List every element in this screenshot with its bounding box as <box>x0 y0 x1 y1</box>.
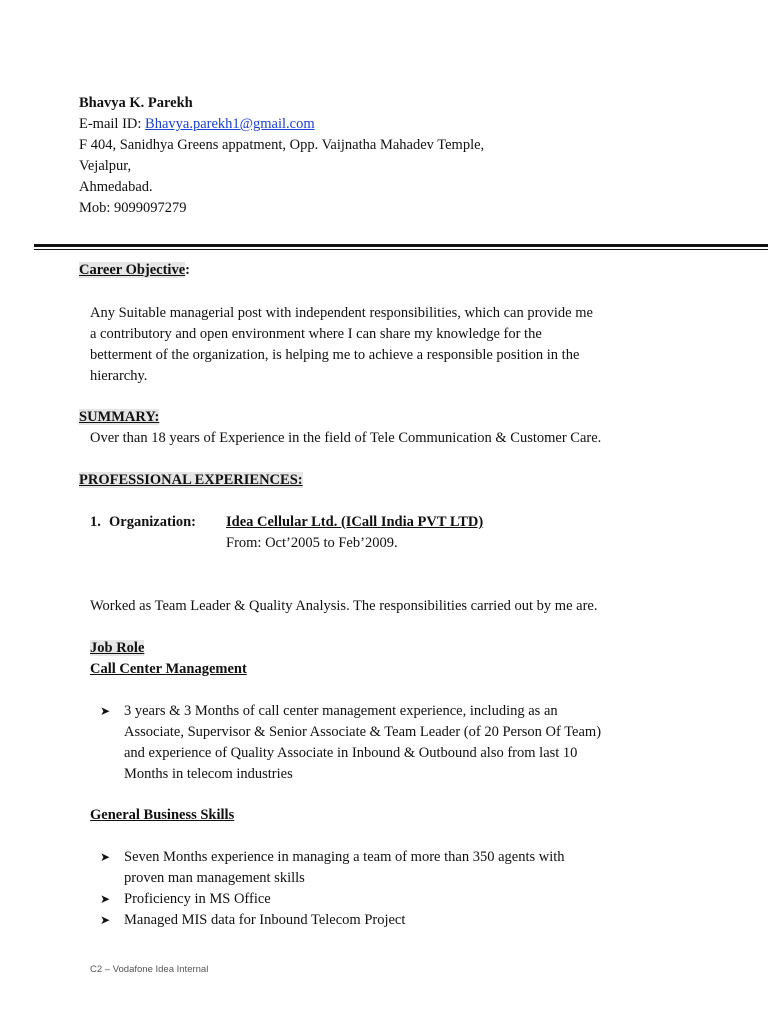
address-line-1: F 404, Sanidhya Greens appatment, Opp. Vaijnatha Mahadev Temple, <box>79 137 485 153</box>
email-line <box>79 114 315 135</box>
org-name: Idea Cellular Ltd. (ICall India PVT LTD) <box>226 514 484 530</box>
bullet-line: and experience of Quality Associate in Inbound & Outbound also from last 10 <box>124 745 578 761</box>
bullet-line: Associate, Supervisor & Senior Associate & Team Leader (of 20 Person Of Team) <box>124 724 602 740</box>
list-item <box>90 701 601 785</box>
job-role-title: Job Role <box>90 640 145 656</box>
header-divider <box>34 244 768 247</box>
arrowhead-bullet-icon: ➤ <box>100 913 111 927</box>
call-center-subheading: Call Center Management <box>90 661 247 677</box>
mobile-number: Mob: 9099097279 <box>79 200 187 216</box>
list-item <box>90 910 565 931</box>
career-objective-title: Career Objective <box>79 262 186 278</box>
bullet-line: 3 years & 3 Months of call center management experience, including as an <box>124 703 558 719</box>
arrowhead-bullet-icon: ➤ <box>100 892 111 906</box>
career-objective-heading <box>79 260 190 281</box>
business-skills-bullets <box>90 847 565 931</box>
bullet-line: Proficiency in MS Office <box>124 891 271 907</box>
career-objective-line: a contributory and open environment where I can share my knowledge for the <box>90 326 542 342</box>
bullet-line: proven man management skills <box>124 870 305 886</box>
career-objective-colon: : <box>185 262 190 278</box>
email-link[interactable]: Bhavya.parekh1@gmail.com <box>145 116 315 132</box>
org-number: 1. <box>90 514 101 530</box>
experience-title: PROFESSIONAL EXPERIENCES: <box>79 472 303 488</box>
job-role-heading <box>90 638 144 659</box>
email-label: E-mail ID: <box>79 116 146 132</box>
summary-heading <box>79 407 159 428</box>
header-divider-thin <box>34 249 768 250</box>
address-line-2: Vejalpur, <box>79 158 132 174</box>
business-skills-heading: General Business Skills <box>90 807 235 823</box>
career-objective-line: Any Suitable managerial post with independent responsibilities, which can provide me <box>90 305 593 321</box>
bullet-line: Managed MIS data for Inbound Telecom Project <box>124 912 406 928</box>
bullet-line: Seven Months experience in managing a team of more than 350 agents with <box>124 849 565 865</box>
career-objective-line: betterment of the organization, is helping me to achieve a responsible position in the <box>90 347 580 363</box>
arrowhead-bullet-icon: ➤ <box>100 850 111 864</box>
summary-text: Over than 18 years of Experience in the field of Tele Communication & Customer Care. <box>90 430 602 446</box>
job-role-bullets <box>90 701 601 785</box>
arrowhead-bullet-icon: ➤ <box>100 704 111 718</box>
org-label: Organization: <box>109 514 196 530</box>
experience-heading <box>79 470 303 491</box>
candidate-name: Bhavya K. Parekh <box>79 95 193 111</box>
career-objective-text <box>90 303 593 387</box>
summary-title: SUMMARY: <box>79 409 160 425</box>
list-item <box>90 889 565 910</box>
worked-as-text: Worked as Team Leader & Quality Analysis. The responsibilities carried out by me are. <box>90 598 598 614</box>
bullet-line: Months in telecom industries <box>124 766 293 782</box>
career-objective-line: hierarchy. <box>90 368 148 384</box>
list-item <box>90 847 565 889</box>
address-line-3: Ahmedabad. <box>79 179 153 195</box>
org-period: From: Oct’2005 to Feb’2009. <box>226 535 398 551</box>
classification-footer: C2 – Vodafone Idea Internal <box>90 964 209 975</box>
